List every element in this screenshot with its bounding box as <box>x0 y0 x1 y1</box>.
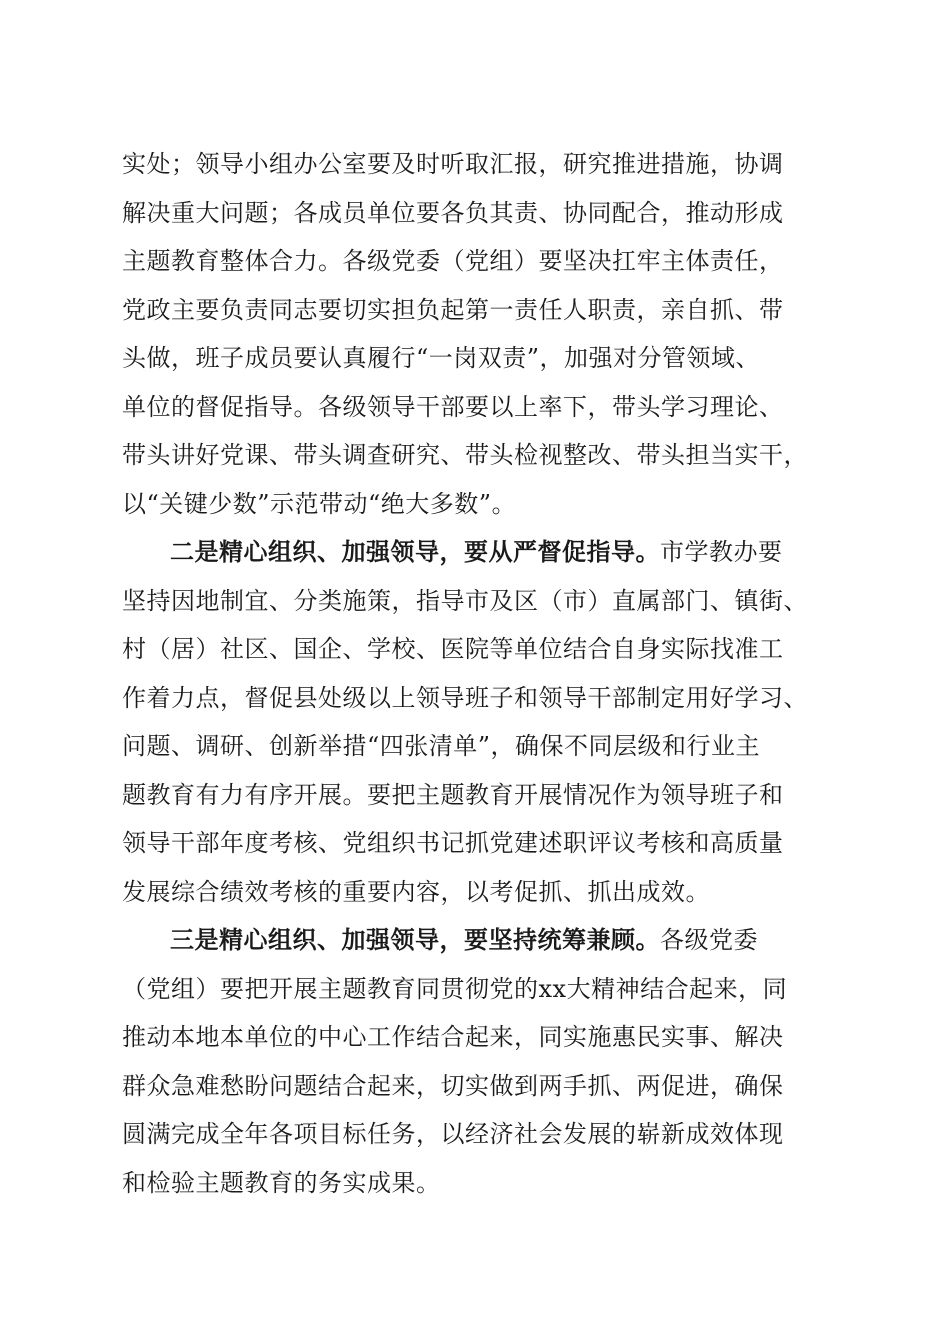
paragraph-line: 发展综合绩效考核的重要内容，以考促抓、抓出成效。 <box>122 877 710 906</box>
paragraph-3 <box>122 916 838 1207</box>
paragraph-line: 问题、调研、创新举措“四张清单”，确保不同层级和行业主 <box>122 732 761 760</box>
paragraph-line: 以“关键少数”示范带动“绝大多数”。 <box>122 489 517 518</box>
paragraph-line: 和检验主题教育的务实成果。 <box>122 1168 441 1197</box>
paragraph-first-line <box>122 916 838 965</box>
paragraph-heading: 二是精心组织、加强领导，要从严督促指导。 <box>170 537 660 566</box>
document-body <box>122 140 838 1207</box>
paragraph-line: 作着力点，督促县处级以上领导班子和领导干部制定用好学习、 <box>122 683 808 712</box>
paragraph-first-line <box>122 528 838 577</box>
paragraph-line: 村（居）社区、国企、学校、医院等单位结合自身实际找准工 <box>122 635 784 663</box>
paragraph-heading: 三是精心组织、加强领导，要坚持统筹兼顾。 <box>170 925 660 954</box>
paragraph-line: 解决重大问题；各成员单位要各负其责、协同配合，推动形成 <box>122 198 784 227</box>
paragraph-text: 市学教办要 <box>660 538 783 566</box>
paragraph-1 <box>122 140 838 528</box>
paragraph-line: 带头讲好党课、带头调查研究、带头检视整改、带头担当实干， <box>122 441 808 469</box>
paragraph-text: 各级党委 <box>660 926 758 954</box>
paragraph-line: 群众急难愁盼问题结合起来，切实做到两手抓、两促进，确保 <box>122 1071 784 1100</box>
paragraph-line: 单位的督促指导。各级领导干部要以上率下，带头学习理论、 <box>122 392 784 421</box>
paragraph-line: （党组）要把开展主题教育同贯彻党的xx大精神结合起来，同 <box>122 974 788 1003</box>
paragraph-line: 党政主要负责同志要切实担负起第一责任人职责，亲自抓、带 <box>122 295 784 324</box>
paragraph-2 <box>122 528 838 916</box>
paragraph-line: 推动本地本单位的中心工作结合起来，同实施惠民实事、解决 <box>122 1023 784 1051</box>
paragraph-line: 头做，班子成员要认真履行“一岗双责”，加强对分管领域、 <box>122 344 761 372</box>
paragraph-line: 坚持因地制宜、分类施策，指导市及区（市）直属部门、镇街、 <box>122 586 808 615</box>
paragraph-line: 圆满完成全年各项目标任务，以经济社会发展的崭新成效体现 <box>122 1120 784 1148</box>
paragraph-line: 题教育有力有序开展。要把主题教育开展情况作为领导班子和 <box>122 780 784 809</box>
paragraph-line: 主题教育整体合力。各级党委（党组）要坚决扛牢主体责任， <box>122 247 784 275</box>
paragraph-line: 实处；领导小组办公室要及时听取汇报，研究推进措施，协调 <box>122 150 784 178</box>
paragraph-line: 领导干部年度考核、党组织书记抓党建述职评议考核和高质量 <box>122 829 784 857</box>
